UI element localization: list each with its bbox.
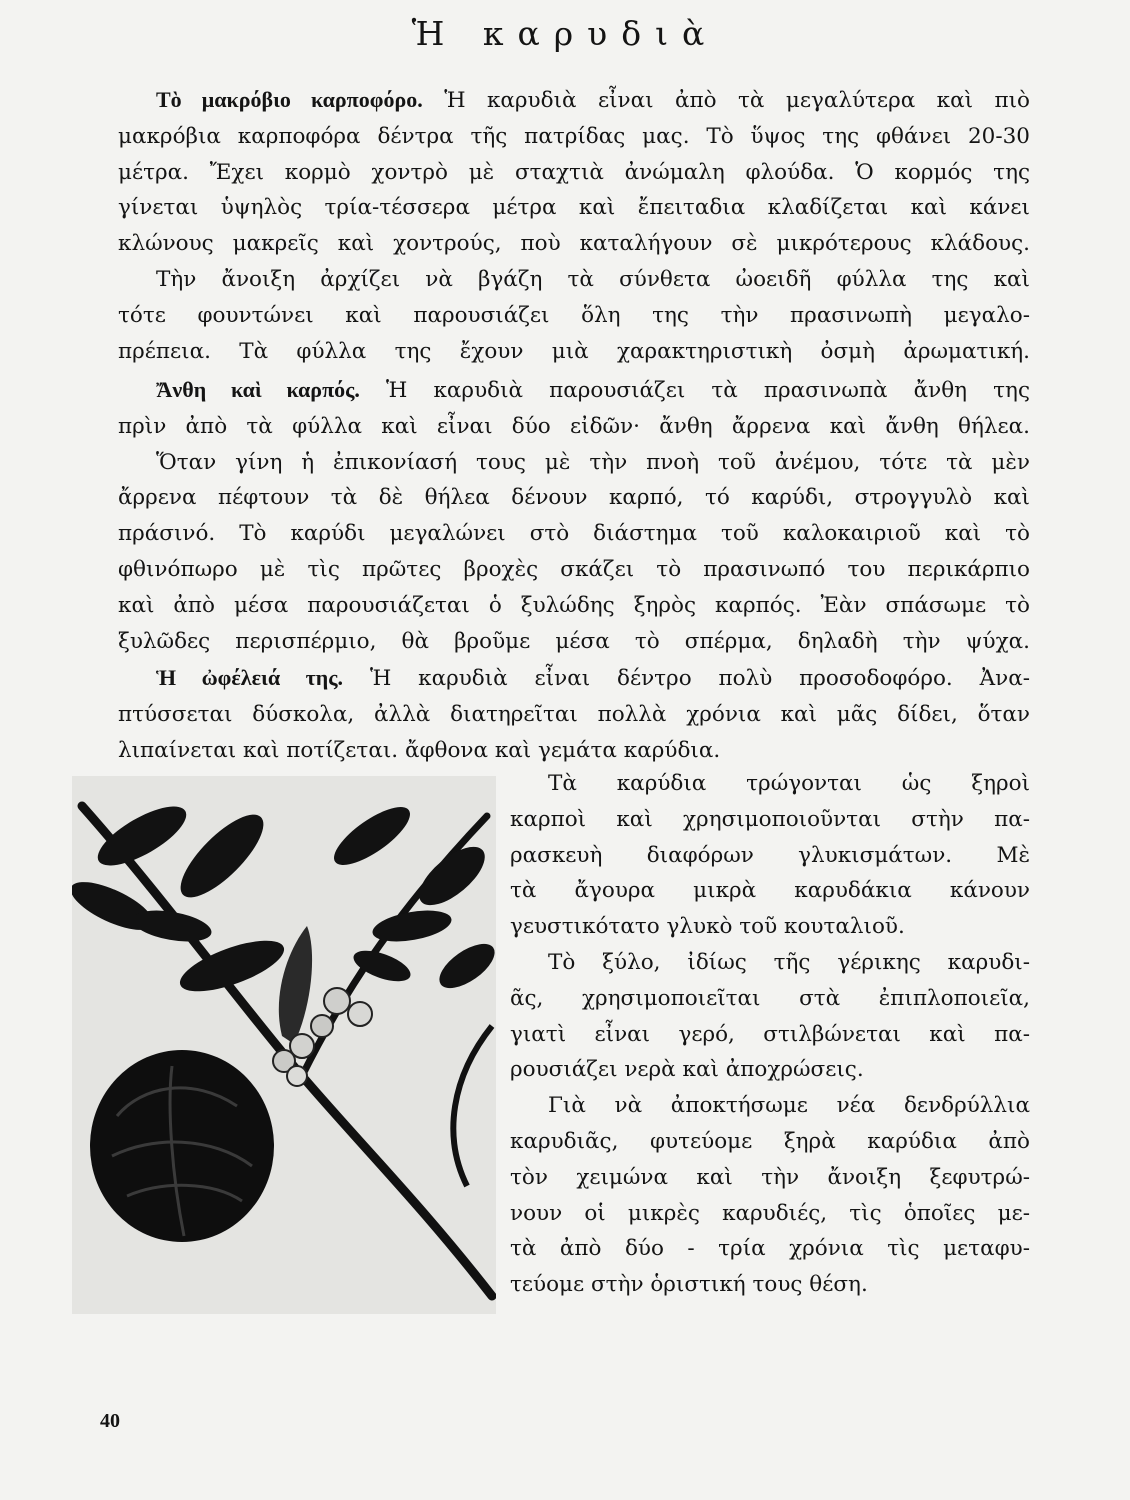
text-line: καρυδιᾶς, φυτεύομε ξηρὰ καρύδια ἀπὸ xyxy=(510,1128,1030,1154)
page-title: Ἡ καρυδιὰ xyxy=(411,14,719,53)
text-line: πτύσσεται δύσκολα, ἀλλὰ διατηρεῖται πολλὰ χρόνια καὶ μᾶς δίδει, ὅταν xyxy=(118,701,1030,727)
walnut-illustration xyxy=(72,776,496,1314)
text-line: πράσινό. Τὸ καρύδι μεγαλώνει στὸ διάστημα τοῦ καλοκαιριοῦ καὶ τὸ xyxy=(118,521,1030,547)
section-1 xyxy=(118,82,1030,369)
text-line: Ὅταν γίνη ἡ ἐπικονίασή τους μὲ τὴν πνοὴ τοῦ ἀνέμου, τότε τὰ μὲν xyxy=(156,449,1030,475)
text-line: τεύομε στὴν ὁριστική τους θέση. xyxy=(510,1272,868,1298)
section-2 xyxy=(118,372,1030,659)
text-line: Τὸ ξύλο, ἰδίως τῆς γέρικης καρυδι- xyxy=(548,949,1030,975)
section-heading: Ἡ ὠφέλειά της. xyxy=(156,665,344,690)
text-line: πρέπεια. Τὰ φύλλα της ἔχουν μιὰ χαρακτηριστικὴ ὀσμὴ ἀρωματική. xyxy=(118,338,1030,364)
text-line: ρουσιάζει νερὰ καὶ ἀποχρώσεις. xyxy=(510,1057,864,1083)
text-line: πρὶν ἀπὸ τὰ φύλλα καὶ εἶναι δύο εἰδῶν· ἄνθη ἄρρενα καὶ ἄνθη θήλεα. xyxy=(118,413,1030,439)
text-line: τὰ ἄγουρα μικρὰ καρυδάκια κάνουν xyxy=(510,878,1030,904)
section-heading: Ἄνθη καὶ καρπός. xyxy=(156,377,360,402)
text-line: λιπαίνεται καὶ ποτίζεται. ἄφθονα καὶ γεμάτα καρύδια. xyxy=(118,737,721,763)
text-line: τὸν χειμώνα καὶ τὴν ἄνοιξη ξεφυτρώ- xyxy=(510,1164,1030,1190)
text-line: ξυλῶδες περισπέρμιο, θὰ βροῦμε μέσα τὸ σπέρμα, δηλαδὴ τὴν ψύχα. xyxy=(118,628,1030,654)
text-line: τότε φουντώνει καὶ παρουσιάζει ὅλη της τὴν πρασινωπὴ μεγαλο- xyxy=(118,302,1030,328)
section-3 xyxy=(118,660,1030,768)
text-line: Τὴν ἄνοιξη ἀρχίζει νὰ βγάζη τὰ σύνθετα ὠοειδῆ φύλλα της καὶ xyxy=(156,266,1030,292)
text-line: Τὰ καρύδια τρώγονται ὡς ξηροὶ xyxy=(548,771,1030,796)
text-line: ρασκευὴ διαφόρων γλυκισμάτων. Μὲ xyxy=(510,842,1030,868)
text-line: Γιὰ νὰ ἀποκτήσωμε νέα δενδρύλλια xyxy=(548,1093,1030,1119)
text-line: μέτρα. Ἔχει κορμὸ χοντρὸ μὲ σταχτιὰ ἀνώμαλη φλούδα. Ὁ κορμός της xyxy=(118,159,1030,185)
text-line: νουν οἱ μικρὲς καρυδιές, τὶς ὁποῖες με- xyxy=(510,1200,1030,1226)
page-number: 40 xyxy=(100,1410,120,1432)
text-line: γιατὶ εἶναι γερό, στιλβώνεται καὶ πα- xyxy=(510,1021,1030,1047)
text-line: τὰ ἀπὸ δύο - τρία χρόνια τὶς μεταφυ- xyxy=(510,1236,1030,1262)
text-line: φθινόπωρο μὲ τὶς πρῶτες βροχὲς σκάζει τὸ πρασινωπό του περικάρπιο xyxy=(118,556,1030,582)
text-line: μακρόβια καρποφόρα δέντρα τῆς πατρίδας μας. Τὸ ὕψος της φθάνει 20-30 xyxy=(118,123,1030,149)
text-line: γευστικότατο γλυκὸ τοῦ κουταλιοῦ. xyxy=(510,914,905,940)
text-line: Τὸ μακρόβιο καρποφόρο. Ἡ καρυδιὰ εἶναι ἀπὸ τὰ μεγαλύτερα καὶ πιὸ xyxy=(156,87,1031,113)
text-line: ᾶς, χρησιμοποιεῖται στὰ ἐπιπλοποιεῖα, xyxy=(510,985,1030,1011)
column-text xyxy=(510,766,1030,1303)
section-heading: Τὸ μακρόβιο καρποφόρο. xyxy=(156,87,423,112)
text-line: καρποὶ καὶ χρησιμοποιοῦνται στὴν πα- xyxy=(510,806,1030,832)
text-line: καὶ ἀπὸ μέσα παρουσιάζεται ὁ ξυλώδης ξηρὸς καρπός. Ἐὰν σπάσωμε τὸ xyxy=(118,592,1030,618)
text-line: ἄρρενα πέφτουν τὰ δὲ θήλεα δένουν καρπό, τό καρύδι, στρογγυλὸ καὶ xyxy=(118,485,1030,511)
walnut-branch-drawing xyxy=(72,776,496,1314)
text-line: κλώνους μακρεῖς καὶ χοντρούς, ποὺ καταλήγουν σὲ μικρότερους κλάδους. xyxy=(118,231,1030,257)
text-line: Ἄνθη καὶ καρπός. Ἡ καρυδιὰ παρουσιάζει τὰ πρασινωπὰ ἄνθη της xyxy=(156,377,1030,403)
text-line: Ἡ ὠφέλειά της. Ἡ καρυδιὰ εἶναι δέντρο πολὺ προσοδοφόρο. Ἀνα- xyxy=(156,665,1031,691)
text-line: γίνεται ὑψηλὸς τρία-τέσσερα μέτρα καὶ ἔπειταδια κλαδίζεται καὶ κάνει xyxy=(118,195,1030,221)
